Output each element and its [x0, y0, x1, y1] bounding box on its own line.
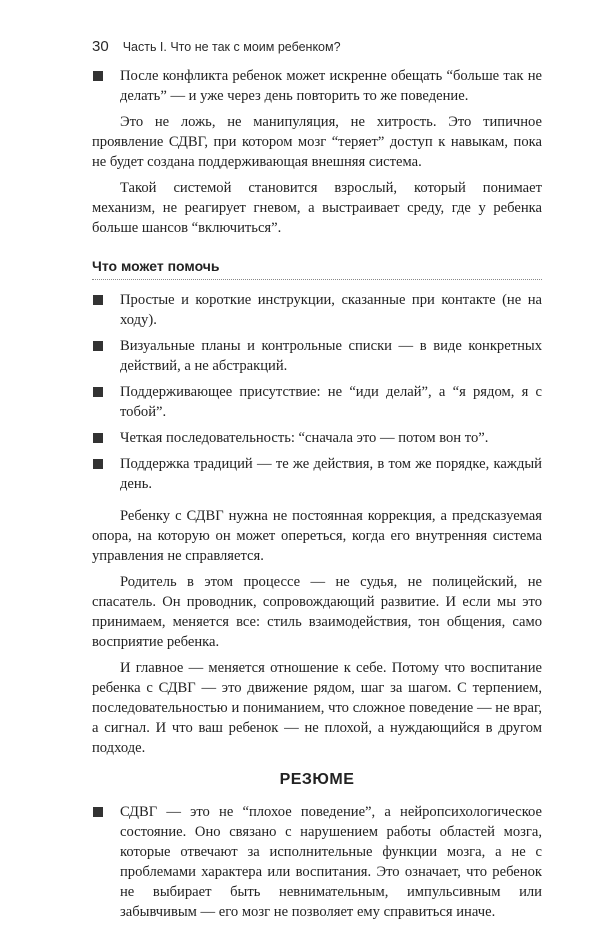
square-bullet-icon — [93, 807, 103, 817]
help-list-item — [92, 336, 542, 376]
bullet-text: Визуальные планы и контрольные списки — в виде конкретных действий, а не абстракций. — [120, 338, 542, 374]
help-list-item — [92, 428, 542, 448]
help-list-item — [92, 290, 542, 330]
square-bullet-icon — [93, 341, 103, 351]
bullet-text: Поддерживающее присутствие: не “иди делай”, а “я рядом, я с тобой”. — [120, 384, 542, 420]
paragraph: И главное — меняется отношение к себе. Потому что воспитание ребенка с СДВГ — это движение рядом, шаг за шагом. С терпением, последовательностью и пониманием, что сложное поведение — не враг, а сигнал. И что ваш ребенок — не плохой, а нуждающийся в другом подходе. — [92, 660, 542, 756]
intro-bullet-item — [92, 66, 542, 106]
subheading-text: Что может помочь — [92, 258, 220, 274]
bullet-text: Простые и короткие инструкции, сказанные при контакте (не на ходу). — [120, 292, 542, 328]
square-bullet-icon — [93, 71, 103, 81]
summary-heading: РЕЗЮМЕ — [279, 771, 355, 788]
paragraph: Такой системой становится взрослый, который понимает механизм, не реагирует гневом, а выстраивает среду, где у ребенка больше шансов “включиться”. — [92, 180, 542, 236]
paragraph: Это не ложь, не манипуляция, не хитрость. Это типичное проявление СДВГ, при котором мозг “теряет” доступ к навыкам, пока не будет создана поддерживающая внешняя система. — [92, 114, 542, 170]
paragraph: Родитель в этом процессе — не судья, не полицейский, не спасатель. Он проводник, сопровождающий развитие. И если мы это принимаем, меняется все: стиль взаимодействия, тон общения, само восприятие ребенка. — [92, 574, 542, 650]
bullet-text: Поддержка традиций — те же действия, в том же порядке, каждый день. — [120, 456, 542, 492]
square-bullet-icon — [93, 387, 103, 397]
bullet-text: СДВГ — это не “плохое поведение”, а нейропсихологическое состояние. Оно связано с нарушением работы областей мозга, которые отвечают за исполнительные функции мозга, а не с проблемами характера или воспитания. Это означает, что ребенок не выбирает быть невнимательным, импульсивным или забывчивым — его мозг не позволяет ему справиться иначе. — [120, 804, 542, 920]
bullet-text: Четкая последовательность: “сначала это — потом вон то”. — [120, 430, 489, 446]
bullet-text: После конфликта ребенок может искренне обещать “больше так не делать” — и уже через день повторить то же поведение. — [120, 68, 542, 104]
paragraph: Ребенку с СДВГ нужна не постоянная коррекция, а предсказуемая опора, на которую он может опереться, когда его внутренняя система управления не справляется. — [92, 508, 542, 564]
page-header — [92, 38, 341, 55]
page-number: 30 — [92, 38, 109, 55]
summary-list-item — [92, 802, 542, 922]
square-bullet-icon — [93, 295, 103, 305]
square-bullet-icon — [93, 433, 103, 443]
help-list-item — [92, 454, 542, 494]
running-title: Часть I. Что не так с моим ребенком? — [122, 40, 341, 54]
help-list-item — [92, 382, 542, 422]
page-content — [92, 66, 542, 928]
square-bullet-icon — [93, 459, 103, 469]
dotted-rule — [92, 279, 542, 280]
section-subheading — [92, 256, 542, 280]
